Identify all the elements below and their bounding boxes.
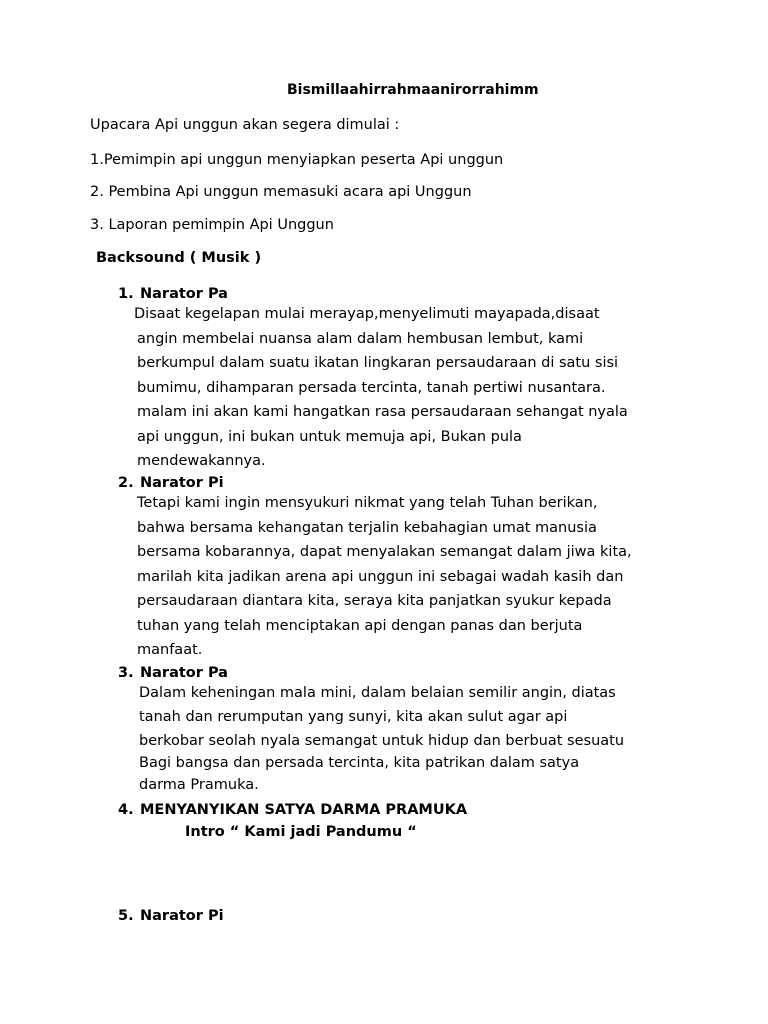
- section-2-heading: [118, 475, 224, 491]
- paragraph-line: berkumpul dalam suatu ikatan lingkaran persaudaraan di satu sisi: [137, 355, 619, 371]
- section-number: 2.: [118, 475, 134, 491]
- section-title: Narator Pa: [140, 665, 228, 681]
- paragraph-line: manfaat.: [137, 642, 203, 658]
- paragraph-line: Tetapi kami ingin mensyukuri nikmat yang telah Tuhan berikan,: [137, 495, 598, 511]
- paragraph-line: darma Pramuka.: [139, 777, 259, 793]
- section-number: 3.: [118, 665, 134, 681]
- section-title: Narator Pi: [140, 908, 224, 924]
- section-title: Narator Pa: [140, 286, 228, 302]
- section-3-heading: [118, 665, 228, 681]
- section-number: 5.: [118, 908, 134, 924]
- document-title: Bismillaahirrahmaanirorrahimm: [287, 82, 539, 98]
- section-title: Narator Pi: [140, 475, 224, 491]
- paragraph-line: api unggun, ini bukan untuk memuja api, Bukan pula: [137, 428, 522, 445]
- paragraph-line: bahwa bersama kehangatan terjalin kebahagian umat manusia: [137, 519, 597, 536]
- section-title: MENYANYIKAN SATYA DARMA PRAMUKA: [140, 802, 468, 818]
- section-2-paragraph: [137, 491, 632, 663]
- section-3-paragraph: [139, 681, 624, 798]
- paragraph-line: bersama kobarannya, dapat menyalakan semangat dalam jiwa kita,: [137, 544, 632, 560]
- paragraph-line: tanah dan rerumputan yang sunyi, kita akan sulut agar api: [139, 709, 568, 725]
- section-number: 1.: [118, 286, 134, 302]
- intro-text: Upacara Api unggun akan segera dimulai :: [90, 117, 400, 133]
- backsound-heading: Backsound ( Musik ): [96, 250, 262, 266]
- paragraph-line: tuhan yang telah menciptakan api dengan panas dan berjuta: [137, 617, 583, 634]
- step-3: 3. Laporan pemimpin Api Unggun: [90, 217, 334, 233]
- paragraph-line: Dalam keheningan mala mini, dalam belaian semilir angin, diatas: [139, 685, 616, 701]
- paragraph-line: bumimu, dihamparan persada tercinta, tanah pertiwi nusantara.: [137, 379, 606, 396]
- step-2: 2. Pembina Api unggun memasuki acara api Unggun: [90, 184, 472, 200]
- section-number: 4.: [118, 802, 134, 818]
- paragraph-line: persaudaraan diantara kita, seraya kita panjatkan syukur kepada: [137, 593, 612, 609]
- section-5-heading: [118, 908, 224, 924]
- paragraph-line: mendewakannya.: [137, 453, 266, 469]
- paragraph-line: Disaat kegelapan mulai merayap,menyelimuti mayapada,disaat: [134, 306, 600, 322]
- paragraph-line: Bagi bangsa dan persada tercinta, kita patrikan dalam satya: [139, 755, 580, 771]
- section-1-heading: [118, 286, 228, 302]
- step-1: 1.Pemimpin api unggun menyiapkan peserta Api unggun: [90, 152, 504, 168]
- section-1-paragraph: [134, 302, 628, 474]
- paragraph-line: malam ini akan kami hangatkan rasa persaudaraan sehangat nyala: [137, 404, 628, 420]
- section-4-intro: Intro “ Kami jadi Pandumu “: [185, 824, 417, 840]
- section-4-heading: [118, 802, 467, 818]
- paragraph-line: marilah kita jadikan arena api unggun ini sebagai wadah kasih dan: [137, 568, 624, 585]
- paragraph-line: berkobar seolah nyala semangat untuk hidup dan berbuat sesuatu: [139, 733, 625, 749]
- paragraph-line: angin membelai nuansa alam dalam hembusan lembut, kami: [137, 330, 584, 347]
